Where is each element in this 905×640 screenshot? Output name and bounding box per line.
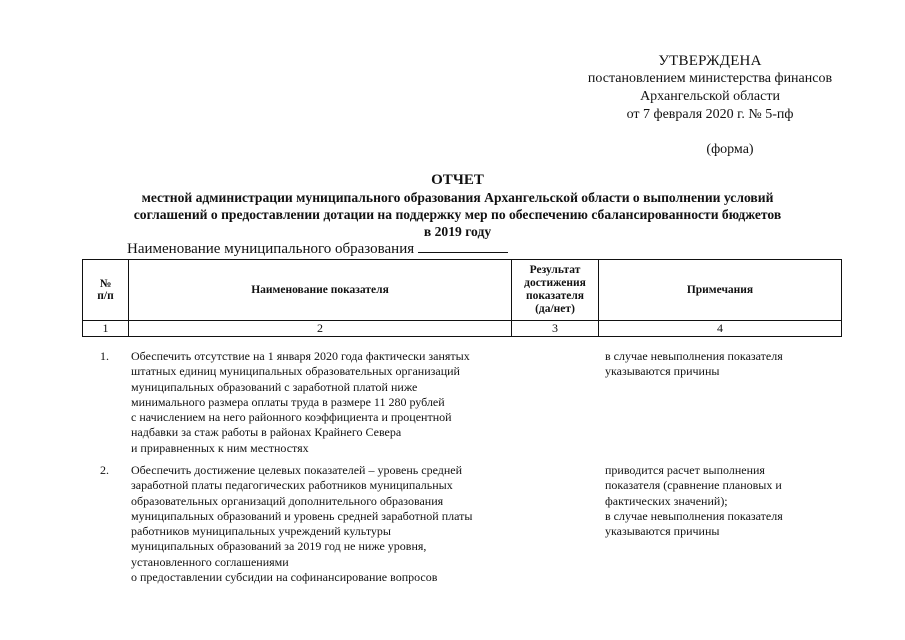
indicator-line: штатных единиц муниципальных образовательных организаций bbox=[131, 364, 460, 379]
row-indicator bbox=[131, 463, 531, 585]
header-result-line: (да/нет) bbox=[535, 303, 575, 315]
indicator-line: муниципальных образований с заработной платой ниже bbox=[131, 379, 418, 394]
report-title-block bbox=[40, 172, 875, 240]
indicator-line: муниципальных образований и уровень средней заработной платы bbox=[131, 508, 473, 523]
header-indicator-name: Наименование показателя bbox=[129, 260, 512, 321]
municipality-name-line bbox=[127, 241, 508, 258]
row-note bbox=[605, 463, 825, 539]
approval-line-3: от 7 февраля 2020 г. № 5-пф bbox=[626, 107, 794, 122]
report-title-line-1: местной администрации муниципального образования Архангельской области о выполнении условий bbox=[141, 190, 774, 205]
approval-line-2: Архангельской области bbox=[640, 89, 780, 104]
note-line: указываются причины bbox=[605, 364, 720, 379]
column-number-row bbox=[83, 321, 842, 337]
header-number-line: № bbox=[99, 278, 112, 290]
note-line: показателя (сравнение плановых и bbox=[605, 478, 782, 493]
header-result-line: показателя bbox=[525, 290, 585, 302]
column-number: 3 bbox=[512, 321, 599, 337]
form-note: (форма) bbox=[706, 142, 754, 157]
column-number: 2 bbox=[129, 321, 512, 337]
row-number: 2. bbox=[100, 463, 109, 477]
header-number bbox=[83, 260, 129, 321]
indicator-line: надбавки за стаж работы в районах Крайнего Севера bbox=[131, 425, 402, 440]
approval-block bbox=[560, 52, 860, 124]
indicator-line: с начислением на него районного коэффициента и процентной bbox=[131, 410, 452, 425]
note-line: фактических значений); bbox=[605, 493, 728, 508]
municipality-name-blank bbox=[418, 251, 508, 253]
indicator-line: заработной платы педагогических работников муниципальных bbox=[131, 478, 453, 493]
column-number: 4 bbox=[599, 321, 842, 337]
indicator-line: Обеспечить отсутствие на 1 января 2020 года фактически занятых bbox=[131, 349, 470, 363]
column-number: 1 bbox=[83, 321, 129, 337]
row-note bbox=[605, 349, 825, 380]
header-result-line: достижения bbox=[524, 277, 586, 289]
note-line: в случае невыполнения показателя bbox=[605, 349, 783, 363]
header-result-line: Результат bbox=[529, 264, 581, 276]
approval-heading: УТВЕРЖДЕНА bbox=[658, 53, 762, 69]
indicator-line: муниципальных образований за 2019 год не ниже уровня, bbox=[131, 539, 427, 554]
report-table-header bbox=[82, 259, 842, 337]
header-result bbox=[512, 260, 599, 321]
note-line: приводится расчет выполнения bbox=[605, 463, 765, 477]
note-line: в случае невыполнения показателя bbox=[605, 508, 783, 523]
note-line: указываются причины bbox=[605, 524, 720, 539]
row-number: 1. bbox=[100, 349, 109, 363]
indicator-line: установленного соглашениями bbox=[131, 554, 289, 569]
indicator-line: о предоставлении субсидии на софинансирование вопросов bbox=[131, 570, 438, 585]
row-indicator bbox=[131, 349, 531, 456]
approval-line-1: постановлением министерства финансов bbox=[587, 71, 833, 86]
report-title: ОТЧЕТ bbox=[431, 172, 484, 188]
indicator-line: работников муниципальных учреждений культуры bbox=[131, 524, 391, 539]
indicator-line: образовательных организаций дополнительного образования bbox=[131, 493, 444, 508]
indicator-line: Обеспечить достижение целевых показателей – уровень средней bbox=[131, 463, 463, 477]
header-number-line: п/п bbox=[97, 290, 114, 302]
indicator-line: минимального размера оплаты труда в размере 11 280 рублей bbox=[131, 394, 445, 409]
header-notes: Примечания bbox=[599, 260, 842, 321]
indicator-line: и приравненных к ним местностях bbox=[131, 440, 309, 455]
municipality-name-label: Наименование муниципального образования bbox=[127, 241, 415, 257]
report-title-line-2: соглашений о предоставлении дотации на поддержку мер по обеспечению сбалансированности бюджетов bbox=[133, 207, 782, 222]
report-title-line-3: в 2019 году bbox=[423, 224, 492, 239]
table-header-row bbox=[83, 260, 842, 321]
